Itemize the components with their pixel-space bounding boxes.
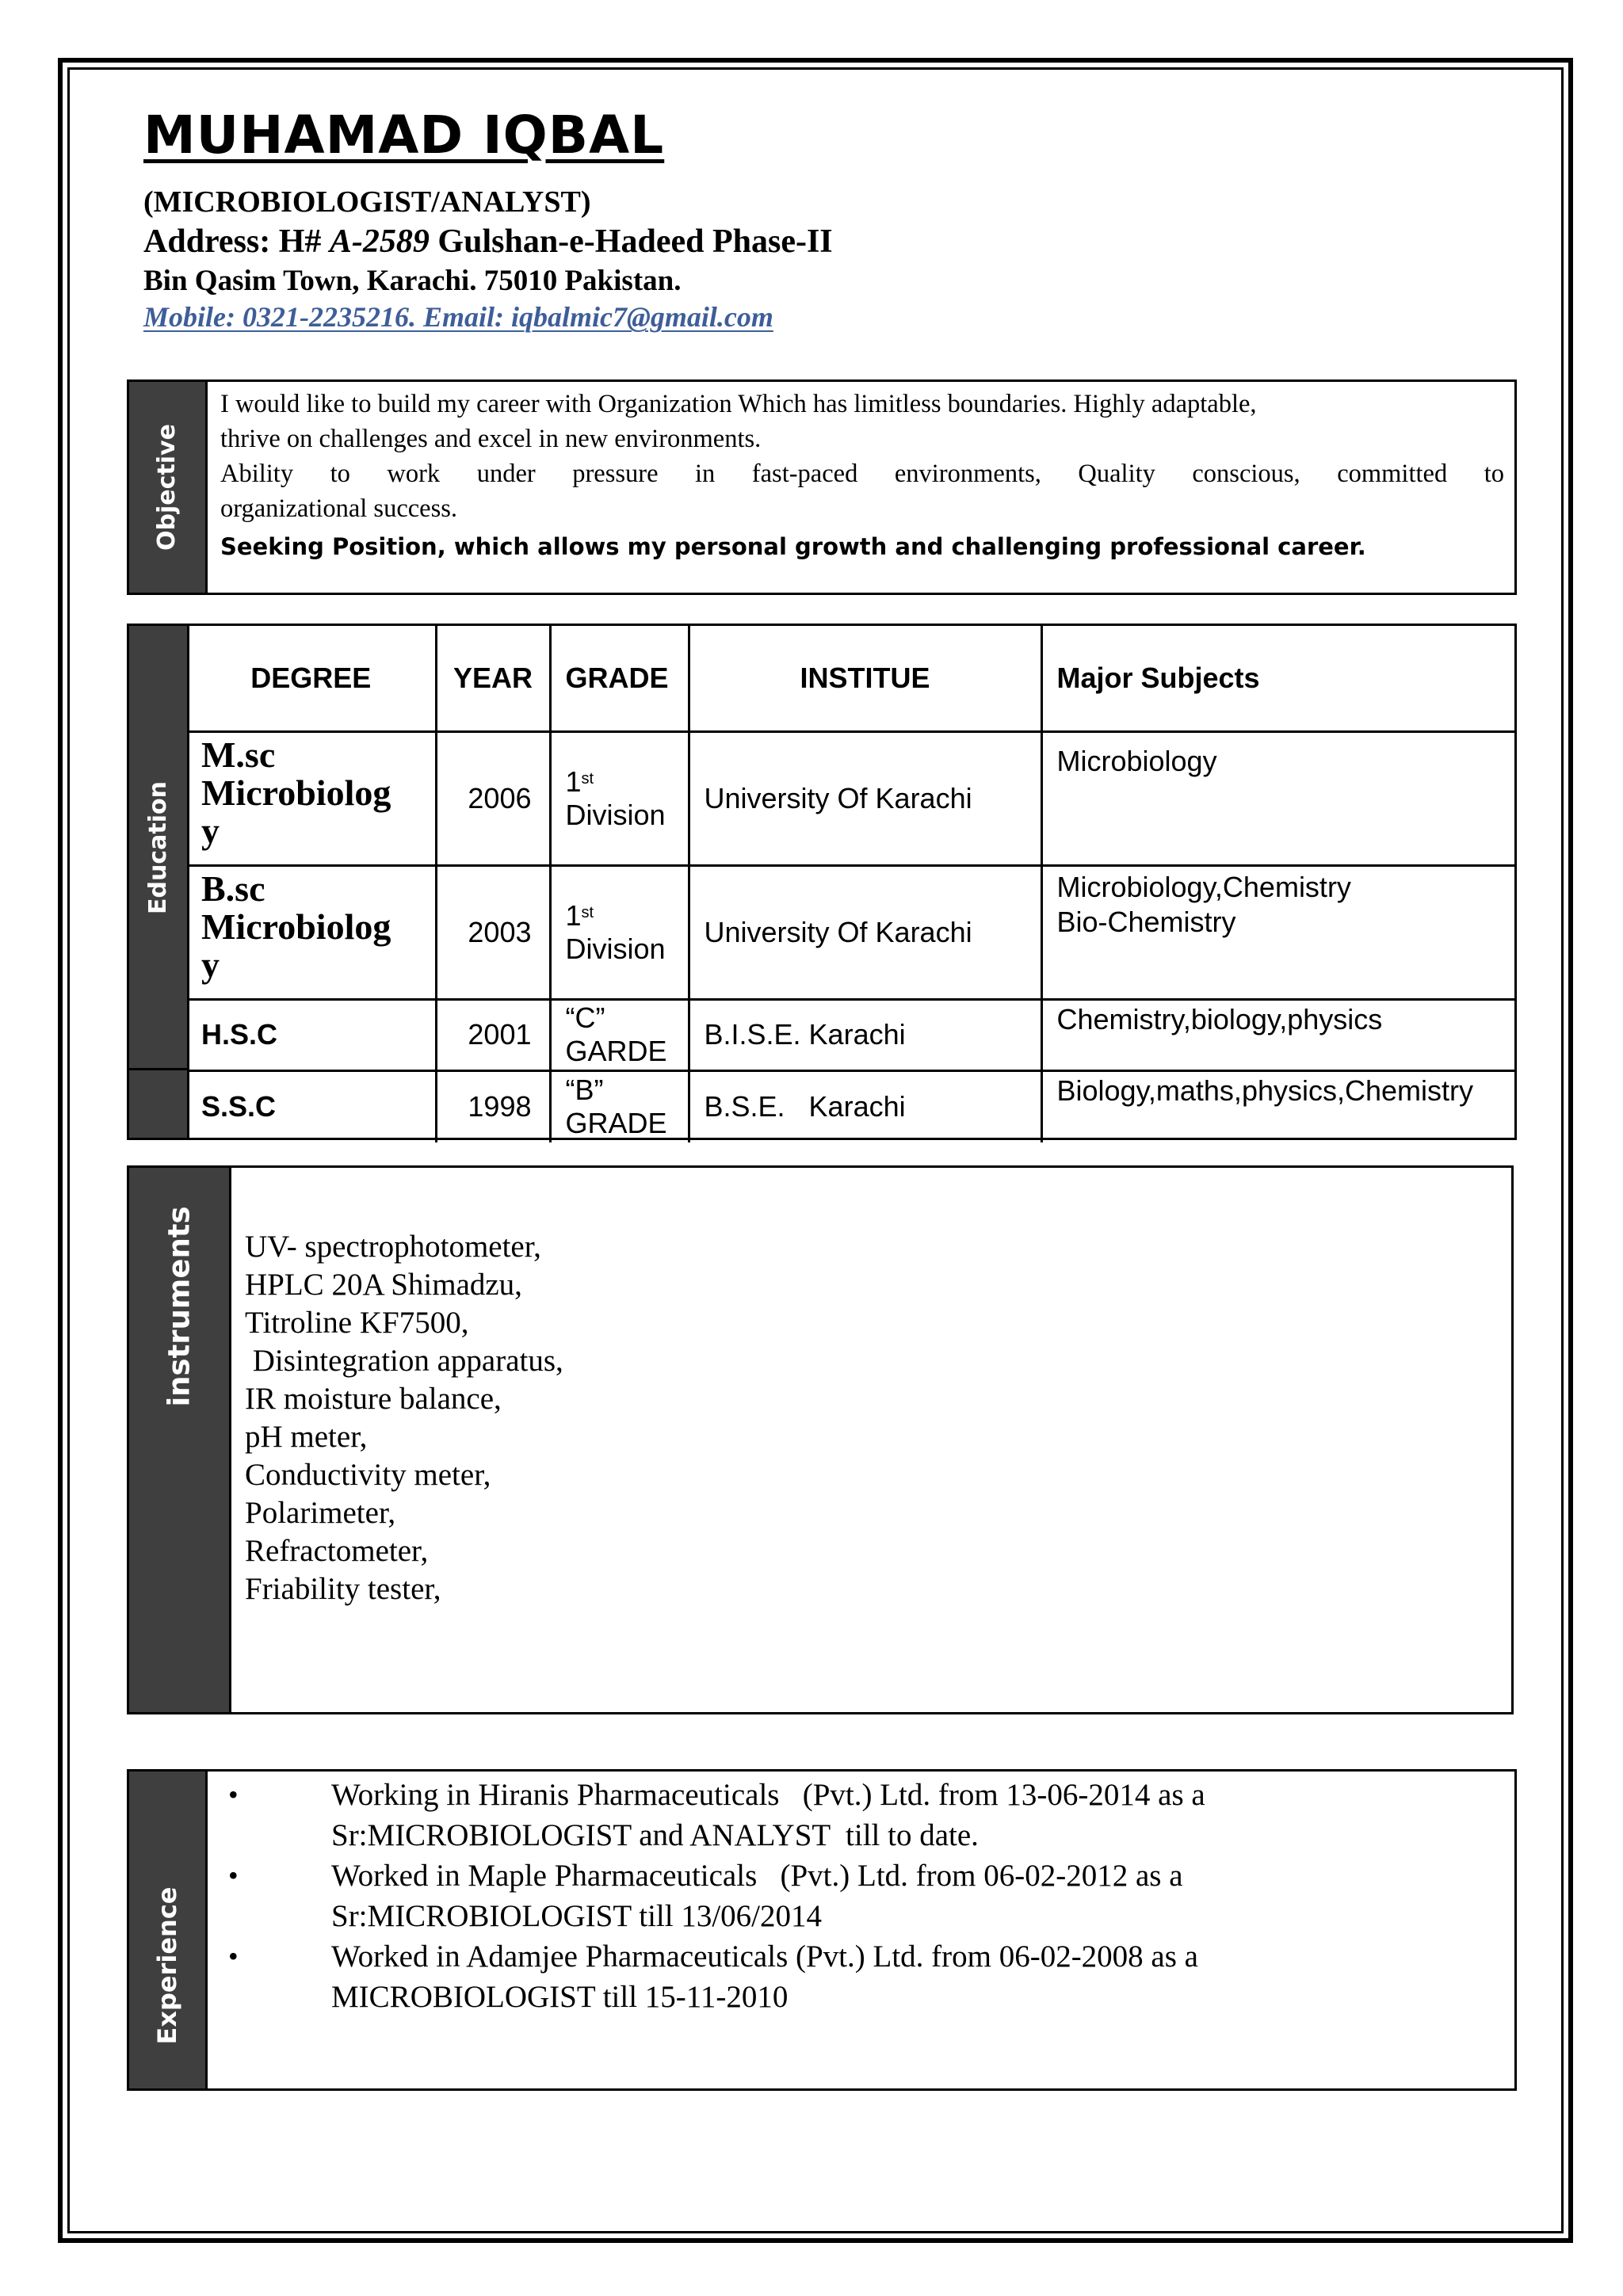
institute-cell: University Of Karachi xyxy=(689,865,1041,999)
experience-line: Worked in Maple Pharmaceuticals (Pvt.) Ltd. from 06-02-2012 as a xyxy=(331,1859,1183,1893)
major-cell xyxy=(1041,1070,1517,1142)
education-table xyxy=(187,626,1517,1142)
major-line: Microbiology,Chemistry xyxy=(1056,870,1351,903)
degree-line: M.sc xyxy=(201,734,276,775)
candidate-role: (MICROBIOLOGIST/ANALYST) xyxy=(143,185,591,219)
instruments-section xyxy=(127,1165,1514,1714)
year-cell: 1998 xyxy=(436,1070,550,1142)
experience-line: Sr:MICROBIOLOGIST and ANALYST till to date. xyxy=(331,1818,979,1852)
list-item xyxy=(220,1775,1488,1855)
institute-cell: University Of Karachi xyxy=(689,731,1041,865)
experience-line: Sr:MICROBIOLOGIST till 13/06/2014 xyxy=(331,1899,822,1933)
grade-word: Division xyxy=(565,932,666,965)
grade-number: 1 xyxy=(565,765,582,798)
seeking-statement: Seeking Position, which allows my personal growth and challenging professional career. xyxy=(220,533,1366,560)
experience-list xyxy=(220,1775,1488,2017)
education-sidebar xyxy=(129,626,189,1138)
experience-line: Working in Hiranis Pharmaceuticals (Pvt.) Ltd. from 13-06-2014 as a xyxy=(331,1778,1205,1812)
col-header-grade: GRADE xyxy=(550,626,689,731)
education-sidebar-divider xyxy=(129,1068,187,1070)
degree-cell xyxy=(187,731,436,865)
grade-line: GARDE xyxy=(565,1035,667,1067)
major-line: Microbiology xyxy=(1056,744,1217,777)
col-header-year: YEAR xyxy=(436,626,550,731)
degree-cell: H.S.C xyxy=(187,999,436,1070)
grade-number: 1 xyxy=(565,898,582,932)
grade-cell xyxy=(550,1070,689,1142)
list-item: HPLC 20A Shimadzu, xyxy=(245,1268,522,1302)
major-line: Biology,maths,physics,Chemistry xyxy=(1056,1074,1473,1107)
objective-section xyxy=(127,379,1517,595)
experience-label: Experience xyxy=(152,1886,182,2045)
grade-line: GRADE xyxy=(565,1107,667,1140)
objective-sidebar xyxy=(129,382,208,593)
degree-line: y xyxy=(201,810,220,851)
education-label: Education xyxy=(143,781,172,914)
degree-line: y xyxy=(201,944,220,985)
experience-sidebar xyxy=(129,1772,208,2088)
education-section xyxy=(127,624,1517,1140)
col-header-institute: INSTITUE xyxy=(689,626,1041,731)
list-item: pH meter, xyxy=(245,1420,368,1454)
grade-cell xyxy=(550,865,689,999)
list-item: Friability tester, xyxy=(245,1572,441,1606)
grade-suffix: st xyxy=(581,903,594,921)
degree-line: B.sc xyxy=(201,868,265,909)
major-line: Bio-Chemistry xyxy=(1056,905,1236,938)
list-item: Conductivity meter, xyxy=(245,1458,491,1492)
year-cell: 2003 xyxy=(436,865,550,999)
house-number: A-2589 xyxy=(329,223,430,260)
list-item: Disintegration apparatus, xyxy=(245,1344,563,1378)
objective-line: organizational success. xyxy=(220,494,458,523)
candidate-name: MUHAMAD IQBAL xyxy=(143,105,665,166)
bullet-icon: • xyxy=(228,1779,239,1810)
objective-line: I would like to build my career with Organization Which has limitless boundaries. Highly adaptable, xyxy=(220,390,1257,418)
table-row xyxy=(187,999,1517,1070)
grade-line: “B” xyxy=(565,1074,604,1107)
instruments-sidebar xyxy=(129,1168,231,1712)
list-item: Refractometer, xyxy=(245,1534,429,1568)
grade-line: “C” xyxy=(565,1001,605,1034)
grade-cell xyxy=(550,999,689,1070)
address-prefix: Address: H# xyxy=(143,223,330,260)
grade-suffix: st xyxy=(581,769,594,788)
institute-cell: B.I.S.E. Karachi xyxy=(689,999,1041,1070)
major-cell xyxy=(1041,865,1517,999)
list-item: Titroline KF7500, xyxy=(245,1306,469,1340)
town-line: Bin Qasim Town, Karachi. 75010 Pakistan. xyxy=(143,265,682,297)
contact-link[interactable]: Mobile: 0321-2235216. Email: iqbalmic7@gmail.com xyxy=(143,301,773,333)
objective-line: thrive on challenges and excel in new environments. xyxy=(220,425,762,453)
list-item: UV- spectrophotometer, xyxy=(245,1230,541,1264)
institute-cell: B.S.E. Karachi xyxy=(689,1070,1041,1142)
bullet-icon: • xyxy=(228,1859,239,1891)
major-line: Chemistry,biology,physics xyxy=(1056,1002,1383,1035)
list-item: Polarimeter, xyxy=(245,1496,396,1530)
degree-line: Microbiolog xyxy=(201,772,391,813)
table-header-row xyxy=(187,626,1517,731)
year-cell: 2006 xyxy=(436,731,550,865)
address-suffix: Gulshan-e-Hadeed Phase-II xyxy=(429,223,833,260)
year-cell: 2001 xyxy=(436,999,550,1070)
major-cell xyxy=(1041,731,1517,865)
list-item: IR moisture balance, xyxy=(245,1382,502,1416)
bullet-icon: • xyxy=(228,1940,239,1972)
grade-word: Division xyxy=(565,798,666,831)
grade-cell xyxy=(550,731,689,865)
col-header-degree: DEGREE xyxy=(187,626,436,731)
experience-line: Worked in Adamjee Pharmaceuticals (Pvt.) Ltd. from 06-02-2008 as a xyxy=(331,1939,1198,1974)
experience-section xyxy=(127,1769,1517,2091)
objective-line: Ability to work under pressure in fast-paced environments, Quality conscious, committed to xyxy=(220,460,1504,488)
instruments-list xyxy=(245,1228,563,1608)
table-row xyxy=(187,865,1517,999)
table-row xyxy=(187,731,1517,865)
degree-line: Microbiolog xyxy=(201,906,391,947)
objective-label: Objective xyxy=(153,424,181,551)
degree-cell xyxy=(187,865,436,999)
list-item xyxy=(220,1855,1488,1936)
list-item xyxy=(220,1936,1488,2017)
degree-cell: S.S.C xyxy=(187,1070,436,1142)
objective-text xyxy=(220,387,1504,564)
col-header-major: Major Subjects xyxy=(1041,626,1517,731)
experience-line: MICROBIOLOGIST till 15-11-2010 xyxy=(331,1980,789,2014)
table-row xyxy=(187,1070,1517,1142)
major-cell xyxy=(1041,999,1517,1070)
address-line xyxy=(143,225,833,258)
instruments-label: instruments xyxy=(162,1206,197,1407)
